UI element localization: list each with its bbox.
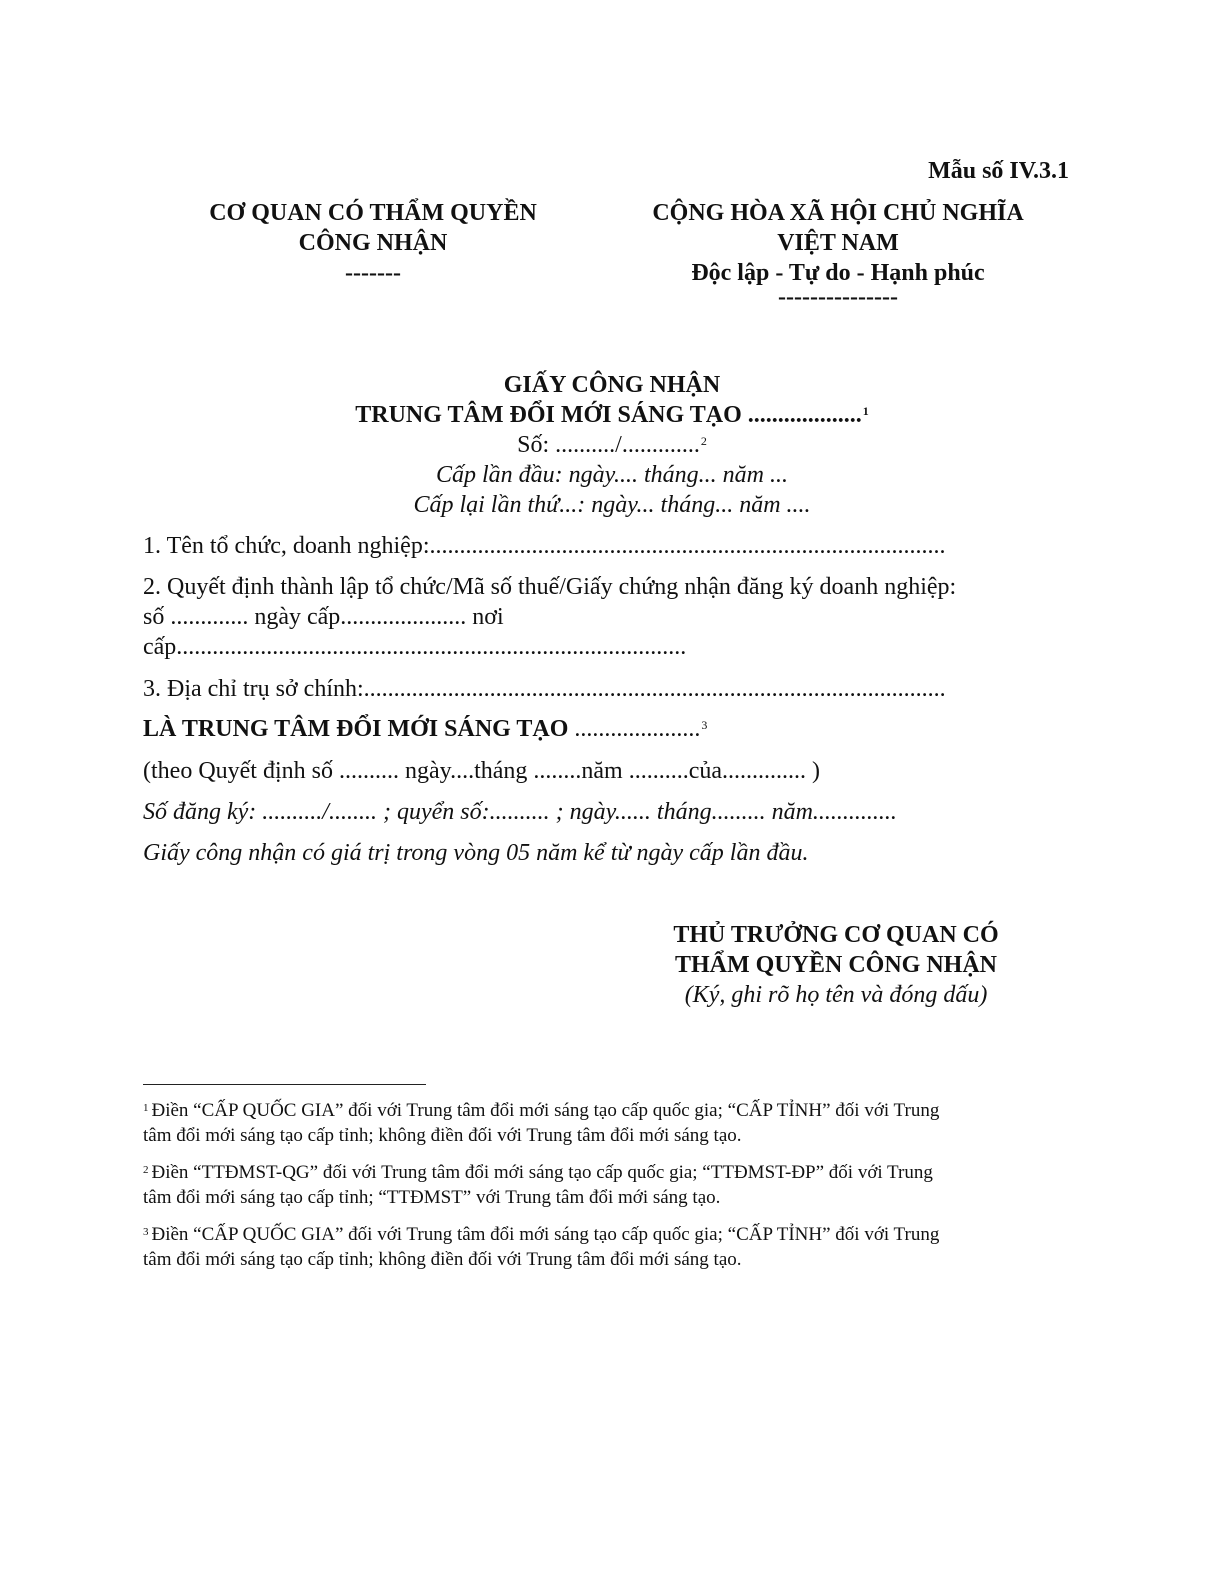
- authority-line1: CƠ QUAN CÓ THẨM QUYỀN: [209, 200, 537, 226]
- title-line2: TRUNG TÂM ĐỔI MỚI SÁNG TẠO ...................$^1$: [355, 402, 869, 428]
- national-header: [620, 198, 1056, 312]
- reissue-date: Cấp lại lần thứ...: ngày... tháng... năm ....: [413, 492, 811, 518]
- signature-block: [616, 920, 1056, 1010]
- validity-note: Giấy công nhận có giá trị trong vòng 05 năm kể từ ngày cấp lần đầu.: [143, 840, 809, 866]
- footnote-ref-2: 2: [700, 434, 707, 448]
- field-head-office-address: 3. Địa chỉ trụ sở chính:.................................................................................................: [143, 676, 946, 702]
- field-organization-name: 1. Tên tổ chức, doanh nghiệp:......................................................................................: [143, 533, 946, 559]
- footnote-2: $^2$ Điền “TTĐMST-QG” đối với Trung tâm đổi mới sáng tạo cấp quốc gia; “TTĐMST-ĐP” đối với Trung tâm đổi mới sáng tạo cấp tỉnh; “TTĐMST” với Trung tâm đổi mới sáng tạo.: [143, 1162, 933, 1208]
- title-line1: GIẤY CÔNG NHẬN: [503, 372, 721, 398]
- field-establishment-decision: 2. Quyết định thành lập tổ chức/Mã số thuế/Giấy chứng nhận đăng ký doanh nghiệp:: [143, 574, 957, 600]
- footnote-separator: [143, 1084, 426, 1085]
- signature-line1: THỦ TRƯỞNG CƠ QUAN CÓ: [673, 922, 999, 948]
- registration-info: Số đăng ký: ........../........ ; quyển số:.......... ; ngày...... tháng......... năm..............: [143, 799, 897, 825]
- authority-header: [153, 198, 593, 288]
- first-issue-date: Cấp lần đầu: ngày.... tháng... năm ...: [436, 462, 788, 488]
- national-separator: ---------------: [778, 284, 898, 310]
- authority-line2: CÔNG NHẬN: [298, 230, 448, 256]
- field-issue-number-date: số ............. ngày cấp..................... nơi: [143, 604, 504, 630]
- national-line2: VIỆT NAM: [777, 230, 899, 256]
- footnote-3: $^3$ Điền “CẤP QUỐC GIA” đối với Trung tâm đổi mới sáng tạo cấp quốc gia; “CẤP TỈNH” đối với Trung tâm đổi mới sáng tạo cấp tỉnh; không điền đối với Trung tâm đổi mới sáng tạo.: [143, 1224, 940, 1270]
- form-number: Mẫu số IV.3.1: [928, 158, 1069, 184]
- field-issue-place: cấp.....................................................................................: [143, 634, 687, 660]
- decision-reference: (theo Quyết định số .......... ngày....tháng ........năm ..........của.............. ): [143, 758, 821, 784]
- footnote-1: $^1$ Điền “CẤP QUỐC GIA” đối với Trung tâm đổi mới sáng tạo cấp quốc gia; “CẤP TỈNH” đối với Trung tâm đổi mới sáng tạo cấp tỉnh; không điền đối với Trung tâm đổi mới sáng tạo.: [143, 1100, 940, 1146]
- authority-separator: -------: [345, 260, 401, 286]
- national-line1: CỘNG HÒA XÃ HỘI CHỦ NGHĨA: [652, 200, 1024, 226]
- certificate-number: Số: ........../.............$^2$: [517, 432, 707, 458]
- title-block: [200, 370, 1024, 520]
- national-motto: Độc lập - Tự do - Hạnh phúc: [691, 260, 985, 286]
- signature-line2: THẨM QUYỀN CÔNG NHẬN: [675, 952, 997, 978]
- footnote-ref-3: 3: [701, 718, 708, 732]
- signature-note: (Ký, ghi rõ họ tên và đóng dấu): [684, 982, 988, 1008]
- recognition-statement: LÀ TRUNG TÂM ĐỔI MỚI SÁNG TẠO .....................$^3$: [143, 716, 708, 742]
- footnote-ref-1: 1: [862, 404, 869, 418]
